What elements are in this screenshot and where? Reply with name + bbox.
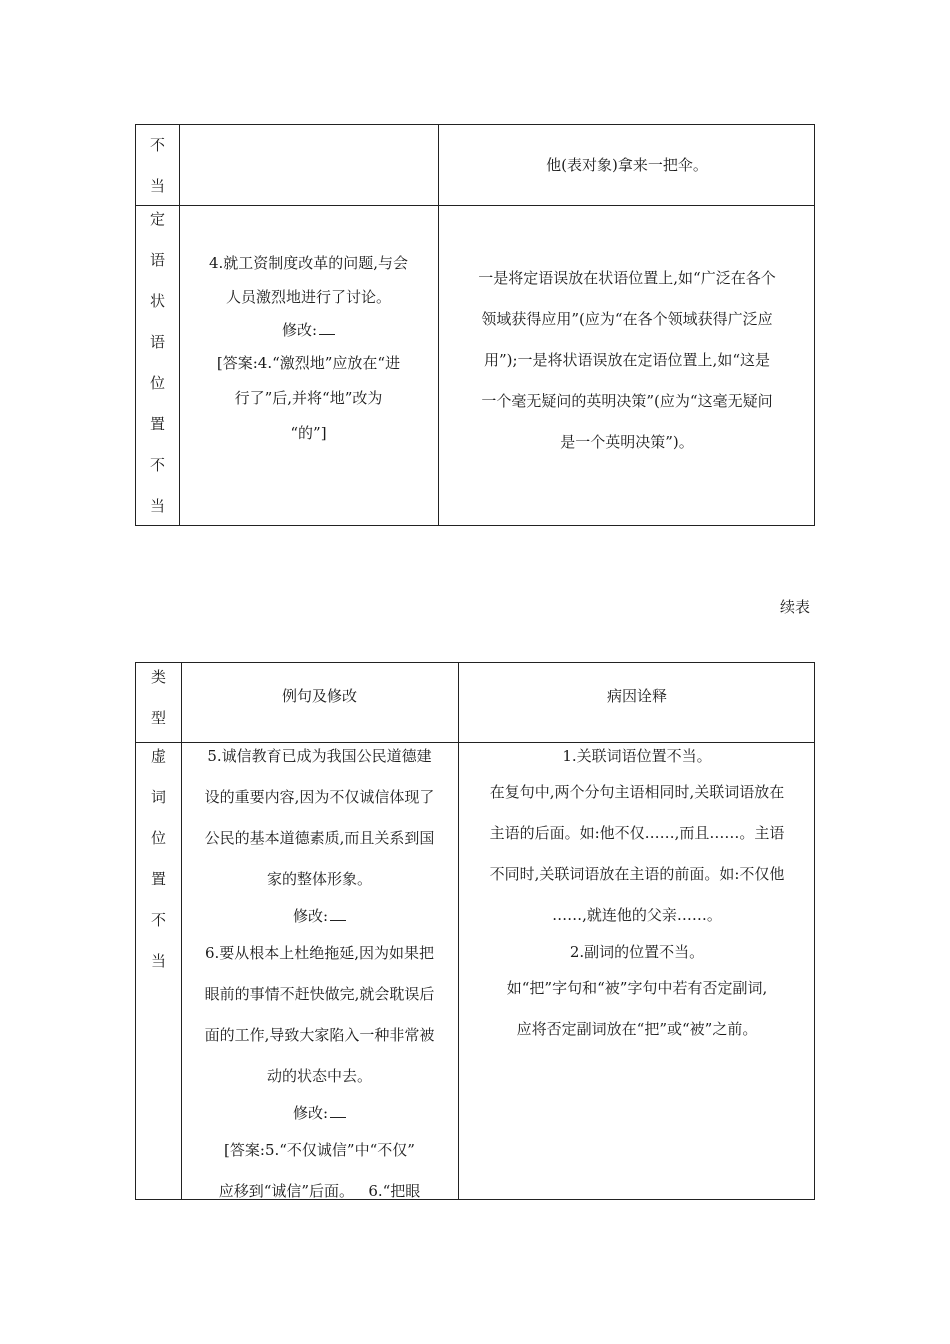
example-line: 面的工作,导致大家陷入一种非常被	[204, 1026, 435, 1044]
explain-line: 不同时,关联词语放在主语的前面。如:不仅他	[489, 865, 785, 883]
type-char: 位	[150, 829, 166, 847]
answer-line: 应移到“诚信”后面。 6.“把眼	[218, 1182, 421, 1200]
type-char: 置	[150, 870, 166, 888]
type-char: 不	[150, 911, 166, 929]
table-2-row-1-explain	[458, 740, 816, 1050]
answer-blank	[330, 906, 346, 921]
example-line: 家的整体形象。	[266, 870, 372, 888]
table-2-header-explain	[458, 663, 816, 729]
example-line: 4.就工资制度改革的问题,与会	[208, 254, 409, 272]
table-1-row-divider	[136, 205, 814, 206]
type-char: 定	[149, 210, 165, 228]
header-char: 型	[150, 709, 166, 727]
table-2-row-1-type	[136, 742, 181, 1201]
example-line: 人员激烈地进行了讨论。	[225, 288, 391, 306]
type-char: 虚	[150, 747, 166, 765]
fix-label: 修改:	[281, 321, 318, 339]
table-1-row-1-type	[136, 125, 179, 205]
example-line: 眼前的事情不赶快做完,就会耽误后	[204, 985, 435, 1003]
fix-line	[181, 1093, 458, 1134]
header-explain: 病因诠释	[606, 687, 667, 705]
type-char: 不	[149, 456, 165, 474]
type-char: 位	[149, 374, 165, 392]
type-char: 当	[149, 177, 165, 195]
table-2	[135, 662, 815, 1200]
explain-line: ……,就连他的父亲……。	[552, 906, 722, 924]
explain-line: 用”);一是将状语误放在定语位置上,如“这是	[483, 351, 770, 369]
explain-line: 一是将定语误放在状语位置上,如“广泛在各个	[478, 269, 776, 287]
answer-line: [答案:5.“不仅诚信”中“不仅”	[224, 1141, 415, 1159]
answer-line: “的”]	[290, 424, 327, 442]
fix-label: 修改:	[292, 907, 329, 925]
explain-line: 如“把”字句和“被”字句中若有否定副词,	[506, 979, 768, 997]
type-char: 词	[150, 788, 166, 806]
example-line: 公民的基本道德素质,而且关系到国	[204, 829, 435, 847]
table-2-header-type	[136, 663, 181, 742]
explain-line: 领域获得应用”(应为“在各个领域获得广泛应	[481, 310, 773, 328]
type-char: 置	[149, 415, 165, 433]
explain-text: 他(表对象)拿来一把伞。	[546, 156, 708, 174]
explain-line: 2.副词的位置不当。	[569, 943, 705, 961]
example-line: 6.要从根本上杜绝拖延,因为如果把	[204, 944, 435, 962]
table-1-row-2-example	[179, 243, 438, 454]
answer-line: [答案:4.“激烈地”应放在“进	[216, 354, 401, 372]
continued-label: 续表	[780, 598, 811, 616]
answer-line: 行了”后,并将“地”改为	[234, 389, 383, 407]
type-char: 语	[149, 251, 165, 269]
explain-line: 是一个英明决策”)。	[560, 433, 694, 451]
explain-line: 1.关联词语位置不当。	[562, 747, 712, 765]
explain-line: 一个毫无疑问的英明决策”(应为“这毫无疑问	[481, 392, 773, 410]
type-char: 不	[149, 136, 165, 154]
table-1-row-2-explain	[438, 258, 816, 463]
table-1	[135, 124, 815, 526]
table-1-row-1-explain	[438, 125, 816, 205]
header-char: 类	[150, 668, 166, 686]
fix-label: 修改:	[292, 1104, 329, 1122]
example-line: 5.诚信教育已成为我国公民道德建	[207, 747, 432, 765]
type-char: 当	[150, 952, 166, 970]
explain-line: 应将否定副词放在“把”或“被”之前。	[516, 1020, 758, 1038]
type-char: 当	[149, 497, 165, 515]
type-char: 状	[149, 292, 165, 310]
table-2-row-1-example	[181, 736, 458, 1212]
answer-blank	[330, 1103, 346, 1118]
header-example: 例句及修改	[281, 687, 357, 705]
explain-line: 在复句中,两个分句主语相同时,关联词语放在	[489, 783, 785, 801]
type-char: 语	[149, 333, 165, 351]
fix-line	[181, 896, 458, 937]
table-1-row-2-type	[136, 205, 179, 527]
table-2-header-example	[181, 663, 458, 729]
explain-line: 主语的后面。如:他不仅……,而且……。主语	[489, 824, 785, 842]
example-line: 设的重要内容,因为不仅诚信体现了	[204, 788, 435, 806]
answer-blank	[319, 320, 335, 335]
example-line: 动的状态中去。	[266, 1067, 372, 1085]
